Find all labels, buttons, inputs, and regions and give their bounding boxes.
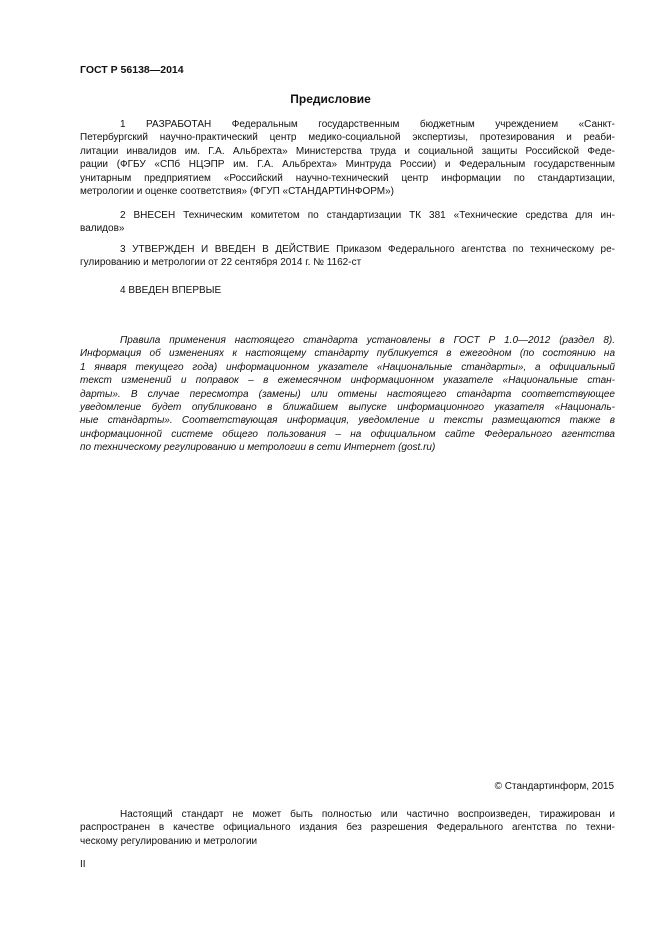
page-title: Предисловие <box>290 92 371 106</box>
paragraph-line: Правила применения настоящего стандарта установлены в ГОСТ Р 1.0—2012 (раздел 8). <box>120 335 615 346</box>
standard-header: ГОСТ Р 56138—2014 <box>80 64 184 76</box>
paragraph-line: ческому регулированию и метрологии <box>80 835 258 847</box>
paragraph-line: текст изменений и поправок – в ежемесячном информационном указателе «Национальные стан- <box>80 375 615 387</box>
paragraph-line: 4 ВВЕДЕН ВПЕРВЫЕ <box>120 285 222 296</box>
paragraph-line: 1 РАЗРАБОТАН Федеральным государственным бюджетным учреждением «Санкт- <box>120 119 615 130</box>
paragraph-item-1 <box>80 118 615 198</box>
paragraph-line: рации (ФГБУ «СПб НЦЭПР им. Г.А. Альбрехта» Минтруда России) и Федеральным государственным <box>80 159 615 171</box>
paragraph-line: ные стандарты». Соответствующая информация, уведомление и тексты размещаются также в <box>80 415 615 427</box>
paragraph-line: гулированию и метрологии от 22 сентября 2014 г. № 1162-ст <box>80 257 362 269</box>
rules-paragraph <box>80 334 615 455</box>
paragraph-line: Информация об изменениях к настоящему стандарту публикуется в ежегодном (по состоянию на <box>80 348 615 360</box>
paragraph-line: дарты». В случае пересмотра (замены) или отмены настоящего стандарта соответствующее <box>80 388 615 400</box>
paragraph-item-4 <box>80 284 615 297</box>
paragraph-line: информационной системе общего пользования – на официальном сайте Федерального агентства <box>80 428 615 440</box>
paragraph-line: Настоящий стандарт не может быть полностью или частично воспроизведен, тиражирован и <box>120 809 615 820</box>
paragraph-line: валидов» <box>80 223 125 235</box>
paragraph-line: унитарным предприятием «Российский научно-технический центр информации по стандартизации, <box>80 172 615 184</box>
paragraph-line: распространен в качестве официального издания без разрешения Федерального агентства по техни- <box>80 822 615 834</box>
copyright-text: © Стандартинформ, 2015 <box>494 781 614 792</box>
page-number: II <box>80 859 86 870</box>
paragraph-line: по техническому регулированию и метрологии в сети Интернет (gost.ru) <box>80 442 436 454</box>
paragraph-item-3 <box>80 243 615 270</box>
paragraph-line: Петербургский научно-практический центр медико-социальной экспертизы, протезирования и реаби- <box>80 132 615 144</box>
notice-paragraph <box>80 808 615 848</box>
paragraph-line: 1 января текущего года) информационном указателе «Национальные стандарты», а официальный <box>80 361 615 373</box>
paragraph-line: 2 ВНЕСЕН Техническим комитетом по стандартизации ТК 381 «Технические средства для ин- <box>120 210 615 221</box>
paragraph-line: литации инвалидов им. Г.А. Альбрехта» Министерства труда и социальной защиты Российской Феде- <box>80 145 615 157</box>
paragraph-item-2 <box>80 209 615 236</box>
paragraph-line: уведомление будет опубликовано в ближайшем выпуске информационного указателя «Националь- <box>80 402 615 414</box>
paragraph-line: метрологии и оценке соответствия» (ФГУП «СТАНДАРТИНФОРМ») <box>80 186 394 198</box>
paragraph-line: 3 УТВЕРЖДЕН И ВВЕДЕН В ДЕЙСТВИЕ Приказом Федерального агентства по техническому ре- <box>120 244 615 255</box>
